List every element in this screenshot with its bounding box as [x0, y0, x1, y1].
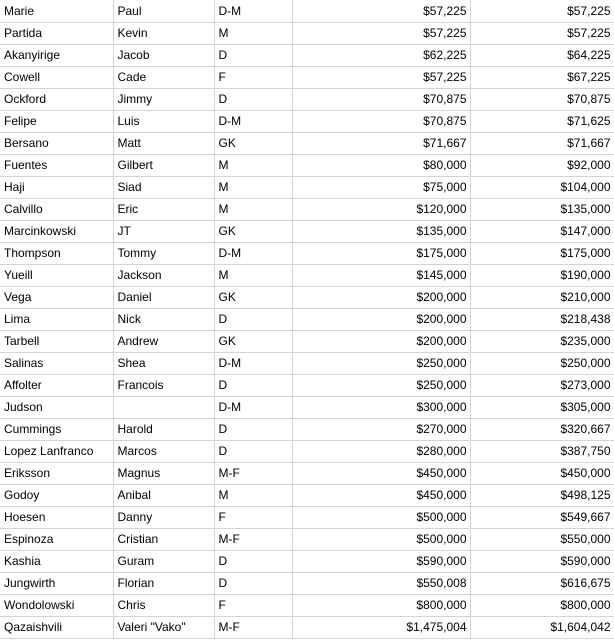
cell-last-name[interactable]: Marie — [0, 0, 113, 22]
cell-guaranteed-comp[interactable]: $616,675 — [470, 572, 614, 594]
table-row — [0, 484, 614, 506]
cell-position[interactable]: D-M — [214, 352, 292, 374]
cell-last-name[interactable]: Ockford — [0, 88, 113, 110]
cell-guaranteed-comp[interactable]: $305,000 — [470, 396, 614, 418]
cell-base-salary[interactable]: $500,000 — [292, 506, 470, 528]
table-row — [0, 22, 614, 44]
table-row — [0, 396, 614, 418]
cell-base-salary[interactable]: $57,225 — [292, 22, 470, 44]
cell-position[interactable]: D — [214, 440, 292, 462]
cell-position[interactable]: D — [214, 308, 292, 330]
cell-first-name[interactable]: Guram — [113, 550, 214, 572]
cell-position[interactable]: M — [214, 22, 292, 44]
cell-base-salary[interactable]: $300,000 — [292, 396, 470, 418]
cell-position[interactable]: D — [214, 374, 292, 396]
cell-first-name[interactable]: Danny — [113, 506, 214, 528]
cell-first-name[interactable]: Jackson — [113, 264, 214, 286]
cell-first-name[interactable]: Kevin — [113, 22, 214, 44]
cell-first-name[interactable]: Eric — [113, 198, 214, 220]
cell-position[interactable]: GK — [214, 220, 292, 242]
cell-last-name[interactable]: Cowell — [0, 66, 113, 88]
cell-guaranteed-comp[interactable]: $320,667 — [470, 418, 614, 440]
cell-base-salary[interactable]: $145,000 — [292, 264, 470, 286]
cell-first-name[interactable]: JT — [113, 220, 214, 242]
table-row — [0, 132, 614, 154]
cell-guaranteed-comp[interactable]: $175,000 — [470, 242, 614, 264]
table-row — [0, 374, 614, 396]
table-row — [0, 550, 614, 572]
table-row — [0, 572, 614, 594]
cell-first-name[interactable]: Marcos — [113, 440, 214, 462]
table-row — [0, 176, 614, 198]
cell-base-salary[interactable]: $120,000 — [292, 198, 470, 220]
table-row — [0, 352, 614, 374]
cell-position[interactable]: D-M — [214, 110, 292, 132]
cell-first-name[interactable]: Siad — [113, 176, 214, 198]
cell-base-salary[interactable]: $71,667 — [292, 132, 470, 154]
cell-guaranteed-comp[interactable]: $387,750 — [470, 440, 614, 462]
table-row — [0, 418, 614, 440]
cell-first-name[interactable]: Florian — [113, 572, 214, 594]
cell-position[interactable]: GK — [214, 286, 292, 308]
cell-first-name[interactable]: Matt — [113, 132, 214, 154]
cell-last-name[interactable]: Espinoza — [0, 528, 113, 550]
table-row — [0, 440, 614, 462]
table-row — [0, 616, 614, 638]
cell-guaranteed-comp[interactable]: $71,625 — [470, 110, 614, 132]
cell-position[interactable]: D — [214, 418, 292, 440]
cell-base-salary[interactable]: $175,000 — [292, 242, 470, 264]
cell-guaranteed-comp[interactable]: $147,000 — [470, 220, 614, 242]
cell-base-salary[interactable]: $135,000 — [292, 220, 470, 242]
cell-first-name[interactable]: Cristian — [113, 528, 214, 550]
cell-guaranteed-comp[interactable]: $273,000 — [470, 374, 614, 396]
cell-last-name[interactable]: Salinas — [0, 352, 113, 374]
cell-last-name[interactable]: Lopez Lanfranco — [0, 440, 113, 462]
cell-position[interactable]: D — [214, 550, 292, 572]
cell-base-salary[interactable]: $200,000 — [292, 286, 470, 308]
cell-guaranteed-comp[interactable]: $549,667 — [470, 506, 614, 528]
cell-position[interactable]: D-M — [214, 0, 292, 22]
cell-position[interactable]: M — [214, 154, 292, 176]
cell-position[interactable]: F — [214, 594, 292, 616]
cell-base-salary[interactable]: $550,008 — [292, 572, 470, 594]
cell-position[interactable]: GK — [214, 330, 292, 352]
cell-guaranteed-comp[interactable]: $590,000 — [470, 550, 614, 572]
cell-guaranteed-comp[interactable]: $1,604,042 — [470, 616, 614, 638]
cell-last-name[interactable]: Fuentes — [0, 154, 113, 176]
cell-first-name[interactable]: Magnus — [113, 462, 214, 484]
cell-first-name[interactable]: Jimmy — [113, 88, 214, 110]
cell-guaranteed-comp[interactable]: $67,225 — [470, 66, 614, 88]
cell-first-name[interactable]: Gilbert — [113, 154, 214, 176]
cell-guaranteed-comp[interactable]: $71,667 — [470, 132, 614, 154]
cell-first-name[interactable] — [113, 396, 214, 418]
cell-first-name[interactable]: Anibal — [113, 484, 214, 506]
table-row — [0, 88, 614, 110]
cell-base-salary[interactable]: $80,000 — [292, 154, 470, 176]
cell-position[interactable]: M — [214, 264, 292, 286]
table-row — [0, 286, 614, 308]
table-row — [0, 594, 614, 616]
cell-position[interactable]: M — [214, 484, 292, 506]
cell-guaranteed-comp[interactable]: $498,125 — [470, 484, 614, 506]
cell-last-name[interactable]: Tarbell — [0, 330, 113, 352]
cell-first-name[interactable]: Daniel — [113, 286, 214, 308]
cell-base-salary[interactable]: $450,000 — [292, 484, 470, 506]
cell-base-salary[interactable]: $500,000 — [292, 528, 470, 550]
cell-last-name[interactable]: Felipe — [0, 110, 113, 132]
cell-position[interactable]: D — [214, 44, 292, 66]
cell-guaranteed-comp[interactable]: $135,000 — [470, 198, 614, 220]
cell-position[interactable]: M — [214, 176, 292, 198]
cell-first-name[interactable]: Cade — [113, 66, 214, 88]
cell-base-salary[interactable]: $57,225 — [292, 0, 470, 22]
cell-first-name[interactable]: Chris — [113, 594, 214, 616]
cell-base-salary[interactable]: $270,000 — [292, 418, 470, 440]
cell-guaranteed-comp[interactable]: $57,225 — [470, 0, 614, 22]
table-row — [0, 198, 614, 220]
cell-position[interactable]: D — [214, 88, 292, 110]
cell-last-name[interactable]: Haji — [0, 176, 113, 198]
table-row — [0, 264, 614, 286]
cell-position[interactable]: D — [214, 572, 292, 594]
cell-last-name[interactable]: Kashia — [0, 550, 113, 572]
cell-last-name[interactable]: Affolter — [0, 374, 113, 396]
cell-guaranteed-comp[interactable]: $64,225 — [470, 44, 614, 66]
cell-guaranteed-comp[interactable]: $104,000 — [470, 176, 614, 198]
cell-base-salary[interactable]: $62,225 — [292, 44, 470, 66]
cell-base-salary[interactable]: $200,000 — [292, 308, 470, 330]
cell-last-name[interactable]: Marcinkowski — [0, 220, 113, 242]
cell-last-name[interactable]: Jungwirth — [0, 572, 113, 594]
cell-last-name[interactable]: Cummings — [0, 418, 113, 440]
cell-base-salary[interactable]: $70,875 — [292, 110, 470, 132]
cell-base-salary[interactable]: $590,000 — [292, 550, 470, 572]
cell-guaranteed-comp[interactable]: $218,438 — [470, 308, 614, 330]
cell-last-name[interactable]: Partida — [0, 22, 113, 44]
table-row — [0, 330, 614, 352]
cell-last-name[interactable]: Lima — [0, 308, 113, 330]
cell-base-salary[interactable]: $70,875 — [292, 88, 470, 110]
cell-position[interactable]: GK — [214, 132, 292, 154]
cell-position[interactable]: M-F — [214, 616, 292, 638]
table-row — [0, 528, 614, 550]
cell-first-name[interactable]: Valeri "Vako" — [113, 616, 214, 638]
cell-base-salary[interactable]: $250,000 — [292, 374, 470, 396]
cell-base-salary[interactable]: $1,475,004 — [292, 616, 470, 638]
cell-position[interactable]: F — [214, 506, 292, 528]
cell-base-salary[interactable]: $450,000 — [292, 462, 470, 484]
cell-base-salary[interactable]: $250,000 — [292, 352, 470, 374]
table-row — [0, 44, 614, 66]
cell-position[interactable]: M — [214, 198, 292, 220]
cell-last-name[interactable]: Yueill — [0, 264, 113, 286]
cell-first-name[interactable]: Harold — [113, 418, 214, 440]
cell-guaranteed-comp[interactable]: $190,000 — [470, 264, 614, 286]
cell-guaranteed-comp[interactable]: $235,000 — [470, 330, 614, 352]
cell-guaranteed-comp[interactable]: $550,000 — [470, 528, 614, 550]
cell-last-name[interactable]: Wondolowski — [0, 594, 113, 616]
table-row — [0, 462, 614, 484]
cell-last-name[interactable]: Eriksson — [0, 462, 113, 484]
cell-base-salary[interactable]: $75,000 — [292, 176, 470, 198]
cell-last-name[interactable]: Vega — [0, 286, 113, 308]
table-row — [0, 154, 614, 176]
cell-last-name[interactable]: Bersano — [0, 132, 113, 154]
cell-last-name[interactable]: Thompson — [0, 242, 113, 264]
cell-last-name[interactable]: Hoesen — [0, 506, 113, 528]
table-row — [0, 242, 614, 264]
cell-first-name[interactable]: Andrew — [113, 330, 214, 352]
cell-base-salary[interactable]: $800,000 — [292, 594, 470, 616]
cell-position[interactable]: D-M — [214, 242, 292, 264]
cell-last-name[interactable]: Judson — [0, 396, 113, 418]
cell-guaranteed-comp[interactable]: $250,000 — [470, 352, 614, 374]
table-row — [0, 506, 614, 528]
cell-guaranteed-comp[interactable]: $92,000 — [470, 154, 614, 176]
cell-base-salary[interactable]: $280,000 — [292, 440, 470, 462]
cell-first-name[interactable]: Paul — [113, 0, 214, 22]
cell-last-name[interactable]: Akanyirige — [0, 44, 113, 66]
cell-position[interactable]: M-F — [214, 528, 292, 550]
cell-first-name[interactable]: Jacob — [113, 44, 214, 66]
cell-last-name[interactable]: Qazaishvili — [0, 616, 113, 638]
cell-first-name[interactable]: Nick — [113, 308, 214, 330]
cell-first-name[interactable]: Tommy — [113, 242, 214, 264]
table-row — [0, 0, 614, 22]
cell-guaranteed-comp[interactable]: $57,225 — [470, 22, 614, 44]
cell-first-name[interactable]: Luis — [113, 110, 214, 132]
table-row — [0, 110, 614, 132]
cell-first-name[interactable]: Shea — [113, 352, 214, 374]
cell-base-salary[interactable]: $57,225 — [292, 66, 470, 88]
table-row — [0, 66, 614, 88]
table-row — [0, 220, 614, 242]
cell-guaranteed-comp[interactable]: $450,000 — [470, 462, 614, 484]
cell-position[interactable]: D-M — [214, 396, 292, 418]
cell-guaranteed-comp[interactable]: $210,000 — [470, 286, 614, 308]
cell-guaranteed-comp[interactable]: $70,875 — [470, 88, 614, 110]
cell-last-name[interactable]: Godoy — [0, 484, 113, 506]
cell-first-name[interactable]: Francois — [113, 374, 214, 396]
cell-last-name[interactable]: Calvillo — [0, 198, 113, 220]
cell-position[interactable]: M-F — [214, 462, 292, 484]
cell-guaranteed-comp[interactable]: $800,000 — [470, 594, 614, 616]
cell-base-salary[interactable]: $200,000 — [292, 330, 470, 352]
table-row — [0, 308, 614, 330]
cell-position[interactable]: F — [214, 66, 292, 88]
